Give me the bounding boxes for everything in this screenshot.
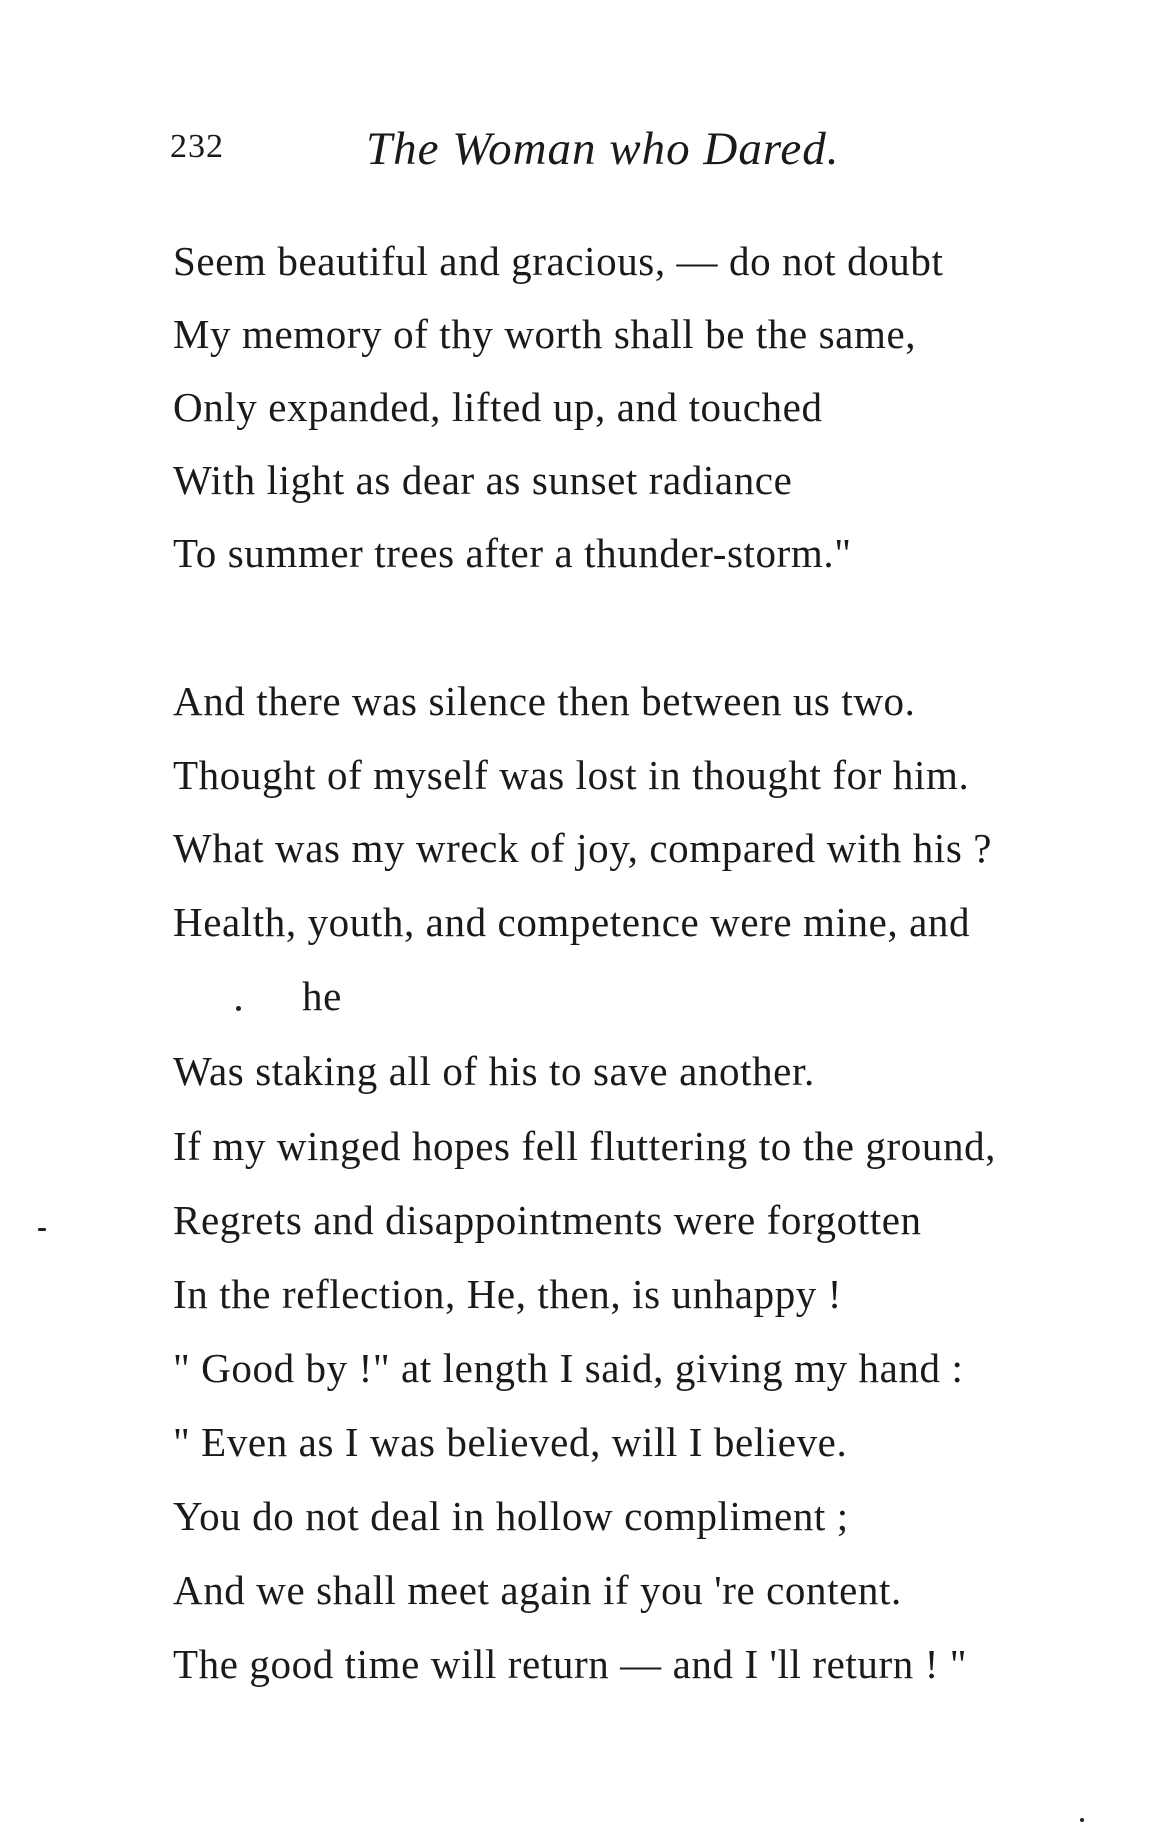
poem-line: Health, youth, and competence were mine, and	[173, 899, 971, 945]
poem-line: " Even as I was believed, will I believe.	[173, 1419, 848, 1465]
poem-line: You do not deal in hollow compliment ;	[173, 1493, 849, 1539]
poem-line: With light as dear as sunset radiance	[173, 457, 793, 503]
poem-line: In the reflection, He, then, is unhappy !	[173, 1271, 843, 1317]
poem-line: If my winged hopes fell fluttering to the ground,	[173, 1123, 997, 1169]
poem-line: Thought of myself was lost in thought for him.	[173, 752, 970, 798]
poem-line: The good time will return — and I 'll return ! "	[173, 1641, 968, 1687]
poem-line-continuation: he	[302, 973, 342, 1019]
poem-line: Was staking all of his to save another.	[173, 1048, 815, 1094]
scan-speck	[38, 1228, 46, 1231]
poem-line: And we shall meet again if you 're content.	[173, 1567, 902, 1613]
poem-line: Only expanded, lifted up, and touched	[173, 384, 823, 430]
running-title: The Woman who Dared.	[366, 123, 840, 175]
scan-speck	[1080, 1818, 1084, 1822]
running-head	[170, 122, 970, 182]
poem-line: What was my wreck of joy, compared with his ?	[173, 825, 993, 871]
poem-line: " Good by !" at length I said, giving my hand :	[173, 1345, 964, 1391]
poem-line: And there was silence then between us two.	[173, 678, 916, 724]
poem-line: Seem beautiful and gracious, — do not doubt	[173, 238, 944, 284]
page-number: 232	[170, 128, 224, 165]
poem-line: To summer trees after a thunder-storm."	[173, 530, 852, 576]
scan-speck	[236, 1006, 241, 1011]
poem-line: Regrets and disappointments were forgotten	[173, 1197, 922, 1243]
poem-line: My memory of thy worth shall be the same,	[173, 311, 917, 357]
